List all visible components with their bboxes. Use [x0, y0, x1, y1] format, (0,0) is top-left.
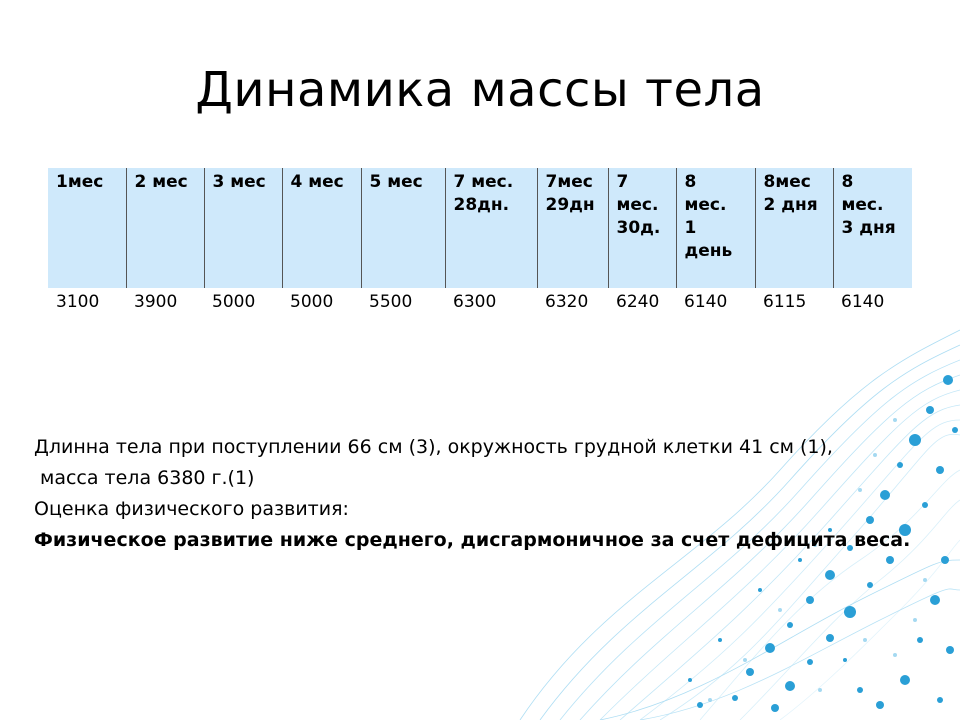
table-header-cell: 8мес 2 дня — [755, 168, 833, 288]
table-cell: 6320 — [537, 288, 608, 322]
body-mass-text: масса тела 6380 г.(1) — [40, 467, 255, 489]
table-header-cell: 3 мес — [204, 168, 282, 288]
body-measurements-text: Длинна тела при поступлении 66 см (3), окружность грудной клетки 41 см (1), — [34, 436, 833, 458]
table-cell: 3100 — [48, 288, 126, 322]
table-cell: 5000 — [204, 288, 282, 322]
table-header-cell: 8 мес. 3 дня — [833, 168, 912, 288]
table-header-cell: 8 мес. 1 день — [676, 168, 755, 288]
notes-block — [34, 432, 954, 556]
table-header-cell: 7 мес. 28дн. — [445, 168, 537, 288]
table-row — [48, 288, 912, 322]
table-cell: 6240 — [608, 288, 676, 322]
assessment-conclusion: Физическое развитие ниже среднего, дисгармоничное за счет дефицита веса. — [34, 529, 911, 551]
table-header-cell: 7 мес. 30д. — [608, 168, 676, 288]
body-weight-table — [48, 168, 912, 322]
table-header-cell: 1мес — [48, 168, 126, 288]
table-header-cell: 4 мес — [282, 168, 361, 288]
table-header-cell: 5 мес — [361, 168, 445, 288]
table-cell: 6300 — [445, 288, 537, 322]
table-header-cell: 7мес 29дн — [537, 168, 608, 288]
table-header-cell: 2 мес — [126, 168, 204, 288]
table-cell: 3900 — [126, 288, 204, 322]
table-cell: 5500 — [361, 288, 445, 322]
table-cell: 6140 — [676, 288, 755, 322]
table-header-row — [48, 168, 912, 288]
slide-title: Динамика массы тела — [195, 62, 765, 118]
table-cell: 6115 — [755, 288, 833, 322]
table-cell: 5000 — [282, 288, 361, 322]
assessment-label: Оценка физического развития: — [34, 498, 349, 520]
table-cell: 6140 — [833, 288, 912, 322]
